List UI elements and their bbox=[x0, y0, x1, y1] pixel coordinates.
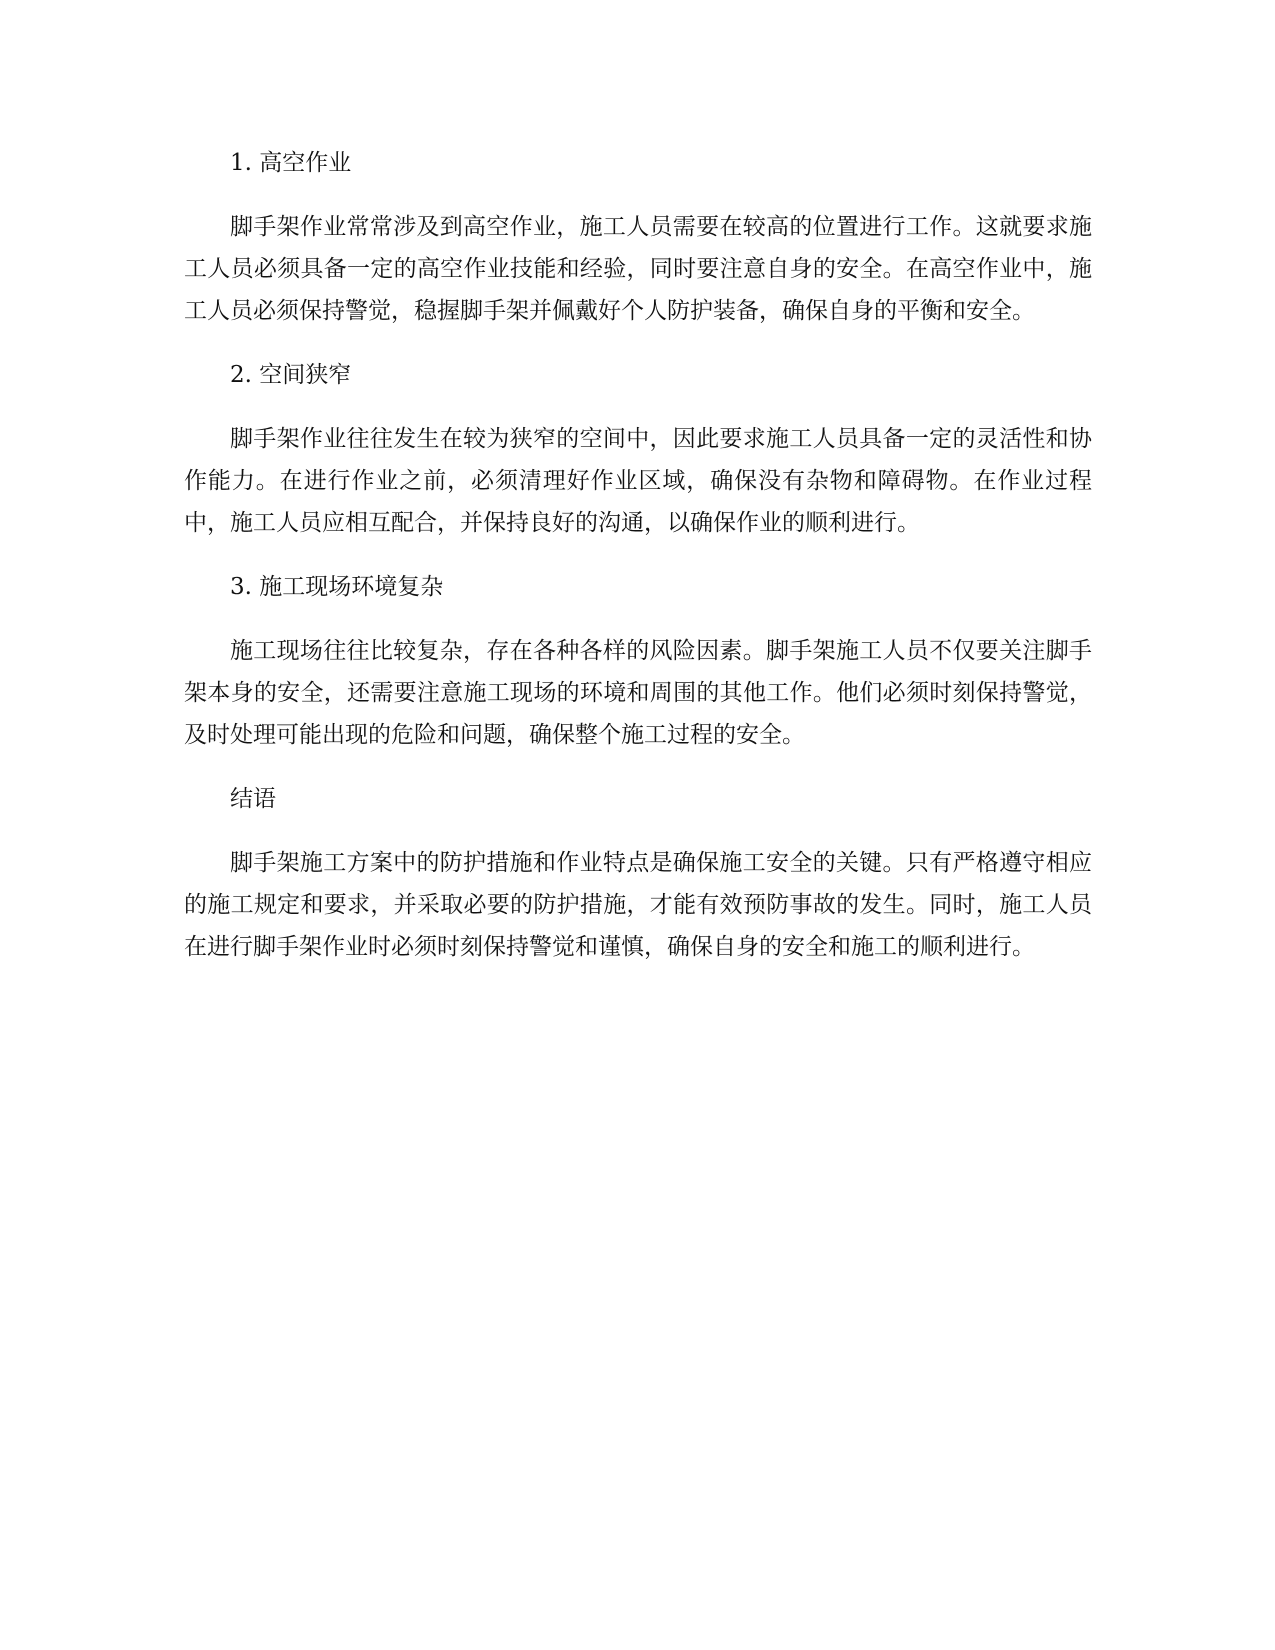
section-heading-site-environment: 3. 施工现场环境复杂 bbox=[230, 574, 444, 600]
section-heading-conclusion: 结语 bbox=[230, 786, 276, 812]
section-body-high-altitude: 脚手架作业常常涉及到高空作业，施工人员需要在较高的位置进行工作。这就要求施工人员必须具备一定的高空作业技能和经验，同时要注意自身的安全。在高空作业中，施工人员必须保持警觉，稳握脚手架并佩戴好个人防护装备，确保自身的平衡和安全。 bbox=[184, 214, 1092, 324]
section-body-site-environment: 施工现场往往比较复杂，存在各种各样的风险因素。脚手架施工人员不仅要关注脚手架本身的安全，还需要注意施工现场的环境和周围的其他工作。他们必须时刻保持警觉，及时处理可能出现的危险和问题，确保整个施工过程的安全。 bbox=[184, 638, 1092, 748]
document-content bbox=[184, 142, 1092, 990]
section-heading-narrow-space: 2. 空间狭窄 bbox=[230, 362, 352, 388]
section-body-conclusion: 脚手架施工方案中的防护措施和作业特点是确保施工安全的关键。只有严格遵守相应的施工规定和要求，并采取必要的防护措施，才能有效预防事故的发生。同时，施工人员在进行脚手架作业时必须时刻保持警觉和谨慎，确保自身的安全和施工的顺利进行。 bbox=[184, 850, 1092, 960]
section-heading-high-altitude: 1. 高空作业 bbox=[230, 150, 352, 176]
section-body-narrow-space: 脚手架作业往往发生在较为狭窄的空间中，因此要求施工人员具备一定的灵活性和协作能力。在进行作业之前，必须清理好作业区域，确保没有杂物和障碍物。在作业过程中，施工人员应相互配合，并保持良好的沟通，以确保作业的顺利进行。 bbox=[184, 426, 1092, 536]
